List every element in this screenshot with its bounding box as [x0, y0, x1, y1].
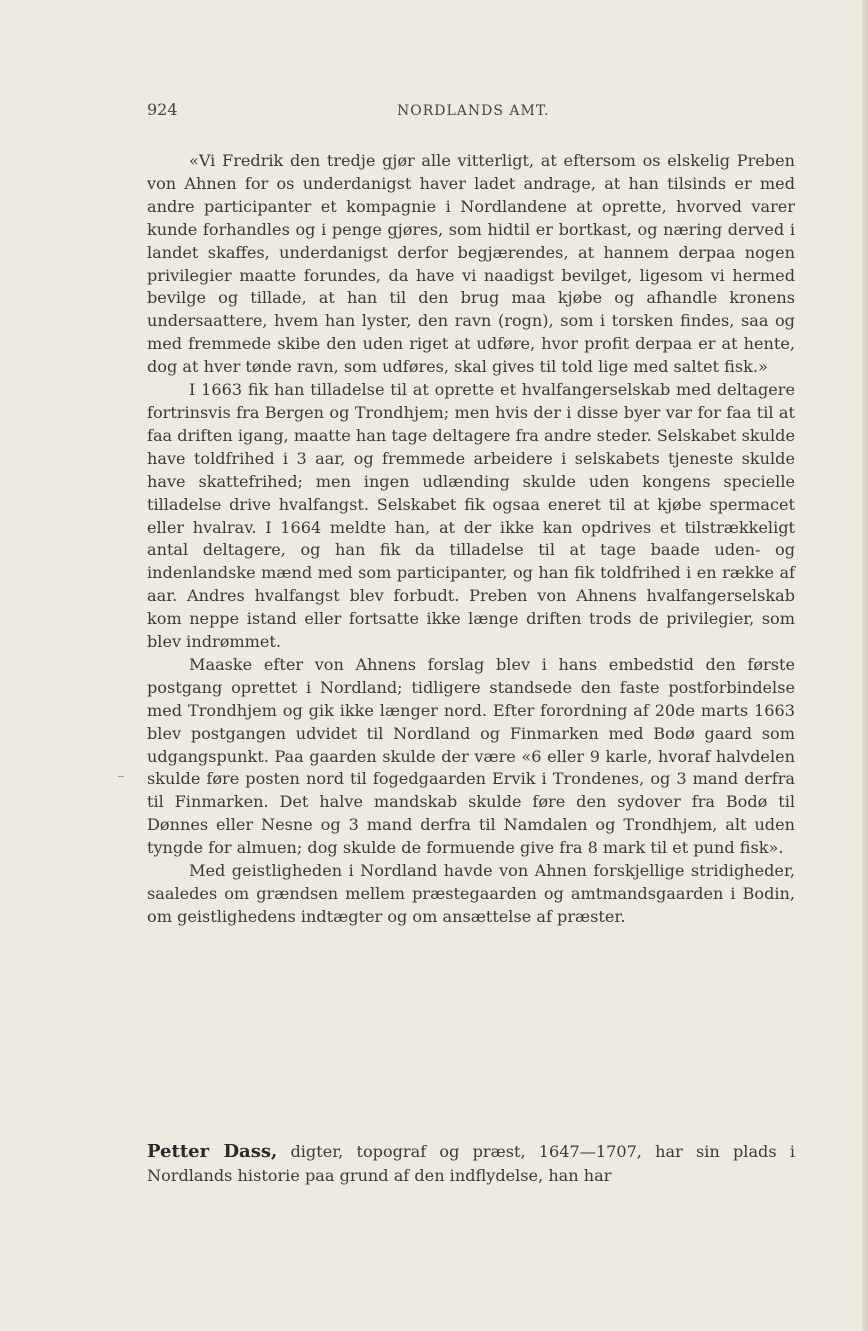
paragraph-privilege-letter: «Vi Fredrik den tredje gjør alle vitterligt, at eftersom os elskelig Preben von Ahnen for os underdanigst haver ladet andrage, at han tilsinds er med andre participanter et kompagnie i Nordlandene at oprette, hvorved varer kunde forhandles og i penge gjøres, som hidtil er bortkast, og næring derved i landet skaffes, underdanigst derfor begjærendes, at hannem derpaa nogen privilegier maatte forundes, da have vi naadigst bevilget, ligesom vi hermed bevilge og tillade, at han til den brug maa kjøbe og afhandle kronens undersaattere, hvem han lyster, den ravn (rogn), som i torsken findes, saa og med fremmede skibe den uden riget at udføre, hvor profit derpaa er at hente, dog at hver tønde ravn, som udføres, skal gives til told lige med saltet fisk.»: [147, 151, 795, 377]
section-heading-name: Petter Dass,: [147, 1141, 278, 1162]
page-edge: [862, 0, 868, 1331]
paragraph-whaling-company: I 1663 fik han tilladelse til at oprette et hvalfangerselskab med deltagere fortrinsvis fra Bergen og Trondhjem; men hvis der i disse byer var for faa til at faa driften igang, maatte han tage deltagere fra andre steder. Selskabet skulde have toldfrihed i 3 aar, og fremmede arbeidere i selskabets tjeneste skulde have skattefrihed; men ingen udlænding skulde uden kongens specielle tilladelse drive hvalfangst. Selskabet fik ogsaa eneret til at kjøbe spermacet eller hvalrav. I 1664 meldte han, at der ikke kan opdrives et tilstrækkeligt antal deltagere, og han fik da tilladelse til at tage baade uden- og indenlandske mænd med som participanter, og han fik toldfrihed i en række af aar. Andres hvalfangst blev forbudt. Preben von Ahnens hvalfangerselskab kom neppe istand eller fortsatte ikke længe driften trods de privilegier, som blev indrømmet.: [147, 380, 795, 652]
section-intro-text: digter, topograf og præst, 1647—1707, har sin plads i Nordlands historie paa grund af den indflydelse, han har: [147, 1142, 795, 1185]
paragraph-clergy-disputes: Med geistligheden i Nordland havde von Ahnen forskjellige stridigheder, saaledes om grændsen mellem præstegaarden og amtmandsgaarden i Bodin, om geistlighedens indtægter og om ansættelse af præster.: [147, 861, 795, 926]
margin-mark: [118, 776, 124, 777]
page-number: 924: [147, 100, 178, 119]
paragraph-postal-route: Maaske efter von Ahnens forslag blev i hans embedstid den første postgang oprettet i Nordland; tidligere standsede den faste postforbindelse med Trondhjem og gik ikke længer nord. Efter forordning af 20de marts 1663 blev postgangen udvidet til Nordland og Finmarken med Bodø gaard som udgangspunkt. Paa gaarden skulde der være «6 eller 9 karle, hvoraf halvdelen skulde føre posten nord til fogedgaarden Ervik i Trondenes, og 3 mand derfra til Finmarken. Det halve mandskab skulde føre den sydover fra Bodø til Dønnes eller Nesne og 3 mand derfra til Namdalen og Trondhjem, alt uden tyngde for almuen; dog skulde de formuende give fra 8 mark til et pund fisk».: [147, 654, 795, 858]
running-title: NORDLANDS AMT.: [397, 103, 550, 119]
body-text: [147, 150, 795, 929]
section-petter-dass: [147, 1140, 795, 1188]
page-header: [147, 100, 795, 124]
